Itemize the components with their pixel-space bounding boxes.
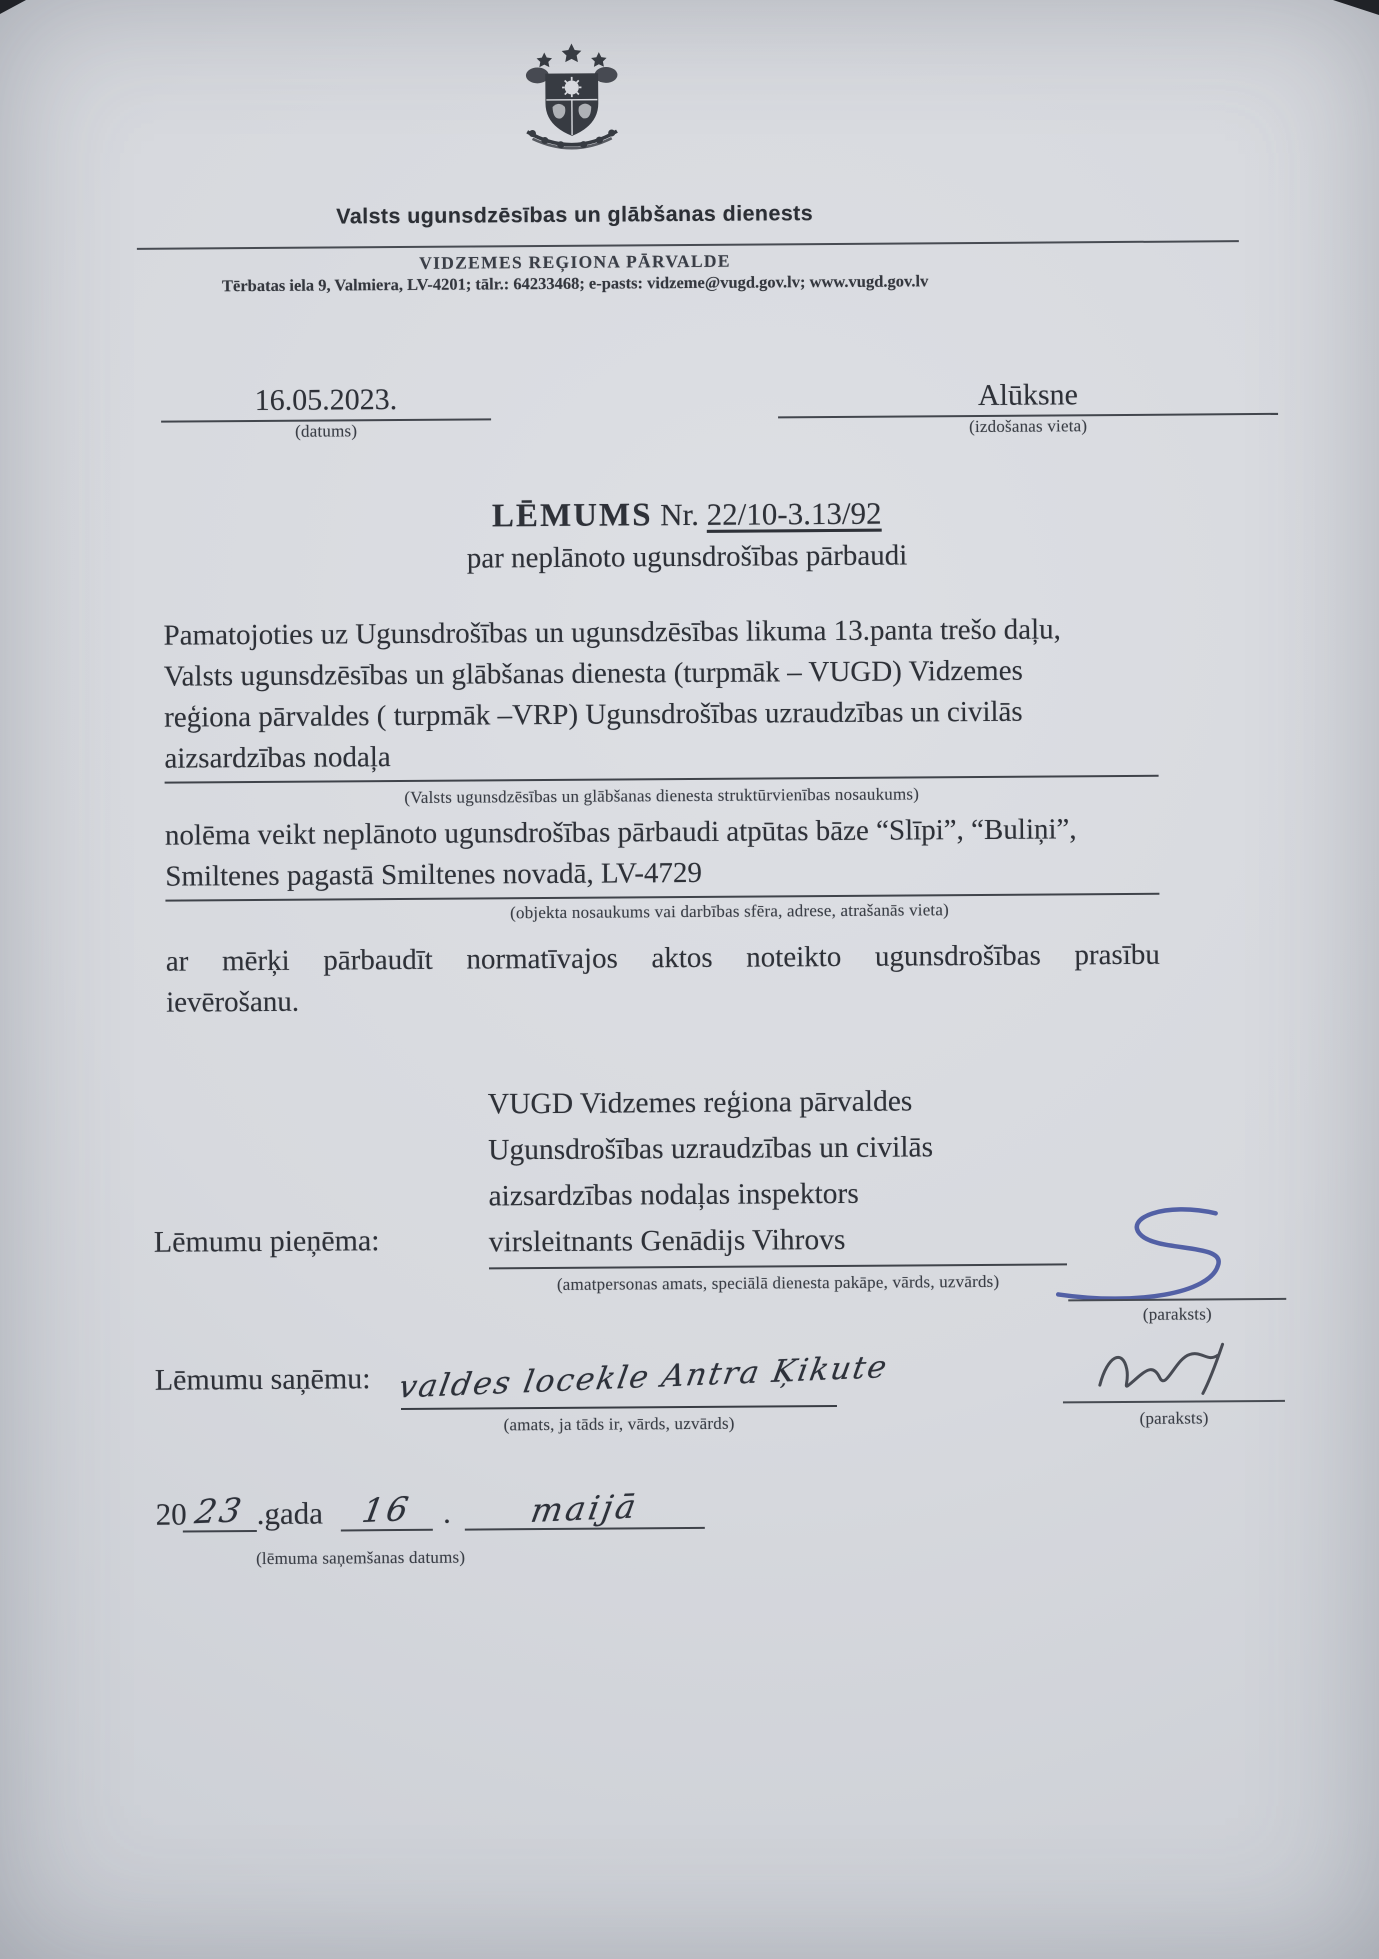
- recipient-signature-line: [1063, 1400, 1285, 1404]
- paragraph-line: Pamatojoties uz Ugunsdrošības un ugunsdzēsības likuma 13.panta trešo daļu,: [163, 613, 1061, 652]
- receipt-month-handwritten: maijā: [527, 1486, 642, 1530]
- letterhead-address: Tērbatas iela 9, Valmiera, LV-4201; tālr.: 64233468; e-pasts: vidzeme@vugd.gov.lv; www.vugd.gov.lv: [221, 271, 929, 296]
- receipt-day-handwritten: 16: [359, 1489, 415, 1531]
- paragraph-line: Valsts ugunsdzēsības un glābšanas dienesta (turpmāk – VUGD) Vidzemes: [163, 654, 1023, 693]
- inspector-signature-caption: (paraksts): [1142, 1304, 1212, 1324]
- receipt-month-fill: [465, 1488, 705, 1531]
- received-by-caption: (amats, ja tāds ir, vārds, uzvārds): [503, 1413, 735, 1435]
- purpose-paragraph: [166, 935, 1161, 1024]
- receipt-day-fill: [341, 1490, 433, 1532]
- decision-object-paragraph: [165, 809, 1160, 902]
- issue-place-caption: (izdošanas vieta): [969, 416, 1088, 437]
- receipt-year-fill: [183, 1491, 257, 1533]
- recipient-signature-caption: (paraksts): [1139, 1408, 1209, 1428]
- object-caption: (objekta nosaukums vai darbības sfēra, adrese, atrašanās vieta): [510, 900, 950, 923]
- title-number: 22/10-3.13/92: [706, 495, 882, 532]
- decision-by-label: Lēmumu pieņēma:: [153, 1224, 380, 1259]
- latvia-coat-of-arms: [505, 36, 638, 163]
- document-title-block: [137, 493, 1238, 578]
- title-nr-label: Nr.: [660, 496, 700, 533]
- document-subtitle: par neplānoto ugunsdrošības pārbaudi: [466, 539, 908, 575]
- document-date-field: [161, 382, 491, 442]
- date-caption: (datums): [295, 421, 358, 441]
- structural-unit-fill-line: aizsardzības nodaļa: [164, 732, 1158, 784]
- recipient-signature: [1088, 1338, 1263, 1403]
- regional-department-name: VIDZEMES REĢIONA PĀRVALDE: [419, 250, 731, 273]
- received-by-handwritten-value: valdes locekle Antra Ķikute: [396, 1349, 892, 1406]
- receipt-dot: .: [442, 1494, 451, 1530]
- title-word: LĒMUMS: [491, 497, 653, 535]
- organization-name: Valsts ugunsdzēsības un glābšanas dienests: [336, 201, 814, 229]
- received-by-fill-line: [396, 1349, 892, 1410]
- officer-caption: (amatpersonas amats, speciālā dienesta pakāpe, vārds, uzvārds): [556, 1271, 1000, 1294]
- inspector-signature: [1044, 1201, 1285, 1321]
- paragraph-line: nolēma veikt neplānoto ugunsdrošības pārbaudi atpūtas bāze “Slīpi”, “Buliņi”,: [164, 813, 1077, 852]
- structural-unit-caption: (Valsts ugunsdzēsības un glābšanas dienesta struktūrvienības nosaukums): [404, 784, 920, 807]
- officer-line: virsleitnants Genādijs Vihrovs: [488, 1223, 846, 1259]
- receipt-date-caption: (lēmuma saņemšanas datums): [255, 1547, 466, 1569]
- issue-place-value: Alūksne: [778, 377, 1278, 418]
- receipt-date-field: [156, 1488, 705, 1533]
- receipt-year-handwritten: 23: [192, 1490, 248, 1532]
- officer-position-field: [488, 1077, 1067, 1269]
- document-date-value: 16.05.2023.: [161, 382, 491, 422]
- document-title: [137, 493, 1237, 538]
- receipt-year-prefix: 20: [155, 1496, 187, 1532]
- paragraph-line: ar mērķi pārbaudīt normatīvajos aktos noteikto ugunsdrošības prasību: [165, 938, 1160, 978]
- paragraph-line: reģiona pārvaldes ( turpmāk –VRP) Ugunsdrošības uzraudzības un civilās: [164, 695, 1023, 734]
- received-by-label: Lēmumu saņēmu:: [154, 1362, 371, 1397]
- officer-line: aizsardzības nodaļas inspektors: [488, 1177, 859, 1213]
- object-address-fill-line: Smiltenes pagastā Smiltenes novadā, LV-4729: [165, 850, 1159, 902]
- receipt-gada-label: .gada: [256, 1495, 324, 1532]
- officer-line: VUGD Vidzemes reģiona pārvaldes: [487, 1085, 913, 1121]
- issue-place-field: [778, 377, 1278, 438]
- paragraph-line: ievērošanu.: [166, 985, 300, 1019]
- legal-basis-paragraph: [163, 609, 1158, 784]
- officer-line: Ugunsdrošības uzraudzības un civilās: [488, 1131, 934, 1167]
